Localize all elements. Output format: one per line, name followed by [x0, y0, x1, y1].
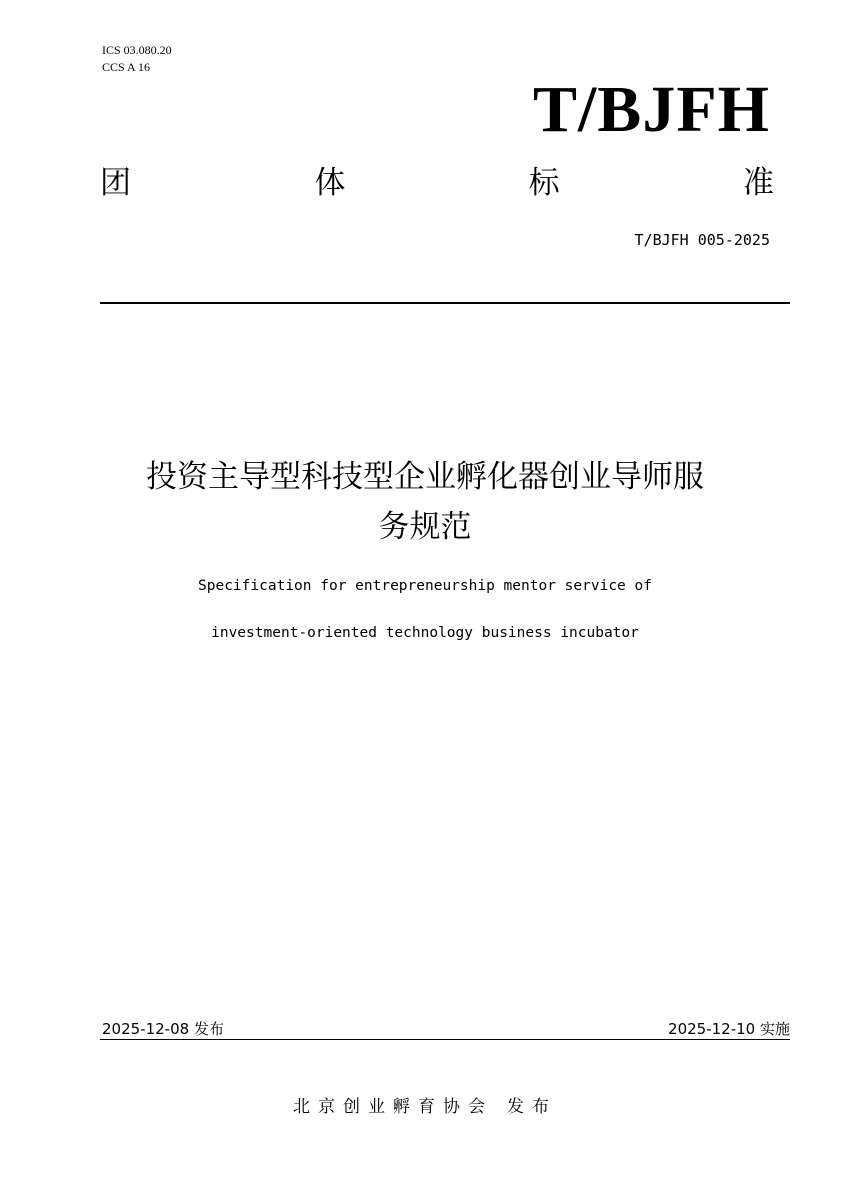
publisher-action: 发布	[507, 1097, 557, 1117]
publisher-line	[0, 1095, 850, 1119]
english-title	[60, 563, 790, 657]
chinese-title-line: 投资主导型科技型企业孵化器创业导师服	[146, 459, 704, 495]
standard-number: T/BJFH 005-2025	[634, 231, 770, 249]
chinese-title-line: 务规范	[378, 509, 472, 545]
publisher-name: 北京创业孵育协会	[293, 1097, 493, 1117]
standard-type-char: 准	[742, 165, 774, 201]
header-divider	[100, 302, 790, 304]
ccs-code: CCS A 16	[102, 60, 151, 74]
implement-date: 2025-12-10 实施	[668, 1020, 790, 1038]
footer-divider	[100, 1039, 790, 1040]
standard-type-char: 标	[528, 165, 560, 201]
chinese-title	[60, 452, 790, 552]
standard-brand: T/BJFH	[532, 73, 770, 146]
english-title-line: Specification for entrepreneurship mentor service of	[198, 578, 652, 594]
standard-type-char: 团	[100, 165, 131, 201]
ics-code: ICS 03.080.20	[102, 43, 172, 57]
english-title-line: investment-oriented technology business incubator	[211, 625, 639, 641]
standard-type	[100, 163, 774, 203]
standard-type-char: 体	[314, 165, 346, 201]
classification-codes	[102, 42, 172, 76]
publish-date: 2025-12-08 发布	[102, 1020, 224, 1038]
